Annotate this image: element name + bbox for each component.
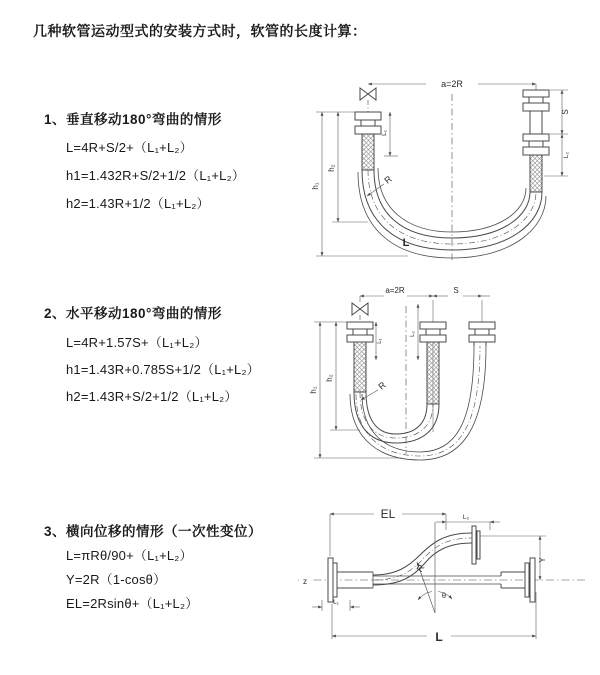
formula-s1-l: L=4R+S/2+（L₁+L₂） [66,140,193,155]
dim-label-h2: h₂ [327,164,336,172]
dim-label-l: L [435,630,443,644]
braided-hose-section [530,155,542,192]
axis-break-mark: z [303,577,307,586]
formula-s1-h2: h2=1.43R+1/2（L₁+L₂） [66,196,210,211]
dim-label-l2: L₂ [563,151,570,159]
braided-hose-section [354,342,366,392]
length-label: L [402,237,410,249]
dim-label-h1: h₁ [311,182,320,190]
section-1-heading: 1、垂直移动180°弯曲的情形 [44,112,222,127]
valve-icon [352,303,368,322]
dim-label-h1: h₁ [309,386,318,394]
left-connector [355,112,381,170]
dim-label-s: S [561,109,570,115]
section-2-heading: 2、水平移动180°弯曲的情形 [44,306,222,321]
radius-label: R [382,173,394,186]
radius-label: R [376,379,388,392]
section-2-formulas [66,329,260,410]
section-3-formulas [66,544,198,616]
braided-hose-section [427,342,439,404]
angle-label: θ [441,591,447,600]
formula-s2-l: L=4R+1.57S+（L₁+L₂） [66,335,208,350]
section-1-formulas [66,134,245,218]
dim-label-s: S [453,286,459,295]
formula-s3-l: L=πRθ/90+（L₁+L₂） [66,548,193,563]
formula-s3-el: EL=2Rsinθ+（L₁+L₂） [66,596,199,611]
diagram-vertical-180-bend [310,64,592,262]
dim-label-l1: L₁ [333,599,339,606]
formula-s2-h2: h2=1.43R+S/2+1/2（L₁+L₂） [66,389,238,404]
dim-label-l1: L₁ [377,338,383,344]
left-connector [347,322,373,392]
diagram-lateral-displacement [294,500,594,650]
dim-label-a2r: a=2R [441,79,463,89]
middle-connector [420,322,446,404]
dim-label-y: Y [538,557,547,563]
diagram-horizontal-180-bend [310,282,598,462]
dim-label-el: EL [380,507,396,521]
dim-label-a2r: a=2R [385,286,405,295]
dimension-lines [312,514,546,639]
dim-label-l1: L₁ [381,130,388,136]
dim-label-l2: L₂ [410,331,416,337]
formula-s3-y: Y=2R（1-cosθ） [66,572,167,587]
section-3-heading: 3、横向位移的情形（一次性变位） [44,524,263,539]
right-connector [523,90,549,192]
dim-label-h2: h₂ [325,374,334,382]
moved-end-flange [472,526,480,564]
hose-u-bend [350,346,486,460]
formula-s1-h1: h1=1.432R+S/2+1/2（L₁+L₂） [66,168,246,183]
radius-label: R [414,562,427,574]
right-connector-moved [469,322,495,346]
formula-s2-h1: h1=1.43R+0.785S+1/2（L₁+L₂） [66,362,260,377]
dim-label-l2: L₂ [462,514,470,521]
page-title: 几种软管运动型式的安装方式时，软管的长度计算： [33,23,367,39]
braided-hose-section [362,134,374,170]
valve-icon [360,88,376,112]
